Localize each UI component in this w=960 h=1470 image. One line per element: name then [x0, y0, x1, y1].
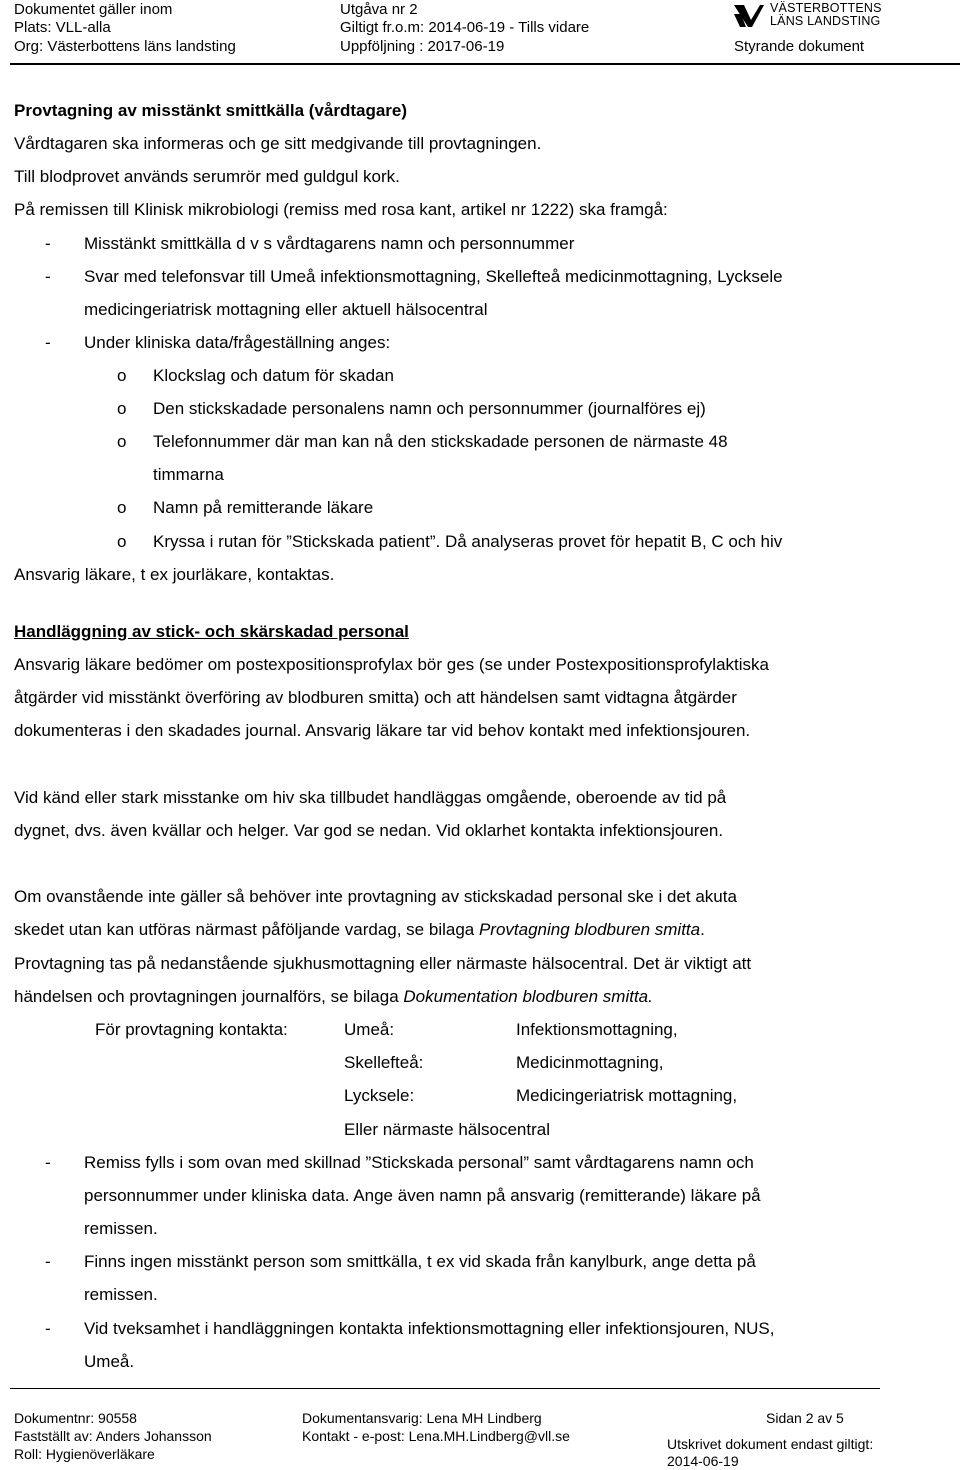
- contact-unit: Medicinmottagning,: [516, 1053, 664, 1072]
- text-run: händelsen och provtagningen journalförs, se bilaga: [14, 987, 404, 1006]
- footer-doc-number: Dokumentnr: 90558: [14, 1410, 137, 1426]
- header-followup: Uppföljning : 2017-06-19: [340, 38, 505, 55]
- contact-other: Eller närmaste hälsocentral: [344, 1120, 550, 1139]
- contact-place: Umeå:: [344, 1020, 395, 1039]
- list-item: Vid tveksamhet i handläggningen kontakta infektionsmottagning eller infektionsjouren, NUS,: [84, 1319, 775, 1338]
- vll-logo-icon: [732, 2, 766, 30]
- section-title-handling: Handläggning av stick- och skärskadad personal: [14, 622, 409, 641]
- sub-list-item-cont: timmarna: [153, 465, 224, 484]
- paragraph: dygnet, dvs. även kvällar och helger. Var god se nedan. Vid oklarhet kontakta infektionsjouren.: [14, 821, 724, 840]
- list-item: Under kliniska data/frågeställning anges:: [84, 333, 391, 352]
- paragraph: På remissen till Klinisk mikrobiologi (remiss med rosa kant, artikel nr 1222) ska framgå:: [14, 200, 668, 219]
- header-edition: Utgåva nr 2: [340, 1, 418, 18]
- dash-marker: -: [45, 333, 51, 352]
- attachment-reference: Provtagning blodburen smitta: [478, 920, 701, 939]
- logo-wordmark: [770, 2, 882, 28]
- dash-marker: -: [45, 1153, 51, 1172]
- footer-role: Roll: Hygienöverläkare: [14, 1446, 155, 1462]
- contact-unit: Medicingeriatrisk mottagning,: [516, 1086, 738, 1105]
- paragraph: [14, 987, 653, 1007]
- list-item: Finns ingen misstänkt person som smittkälla, t ex vid skada från kanylburk, ange detta på: [84, 1252, 756, 1271]
- sub-list-item: Kryssa i rutan för ”Stickskada patient”. Då analyseras provet för hepatit B, C och hiv: [153, 532, 783, 551]
- list-item-cont: Umeå.: [84, 1352, 135, 1371]
- paragraph: Vårdtagaren ska informeras och ge sitt medgivande till provtagningen.: [14, 134, 542, 153]
- text-run: .: [700, 920, 705, 939]
- sub-list-item: Klockslag och datum för skadan: [153, 366, 394, 385]
- header-place: Plats: VLL-alla: [14, 19, 111, 36]
- paragraph: Ansvarig läkare, t ex jourläkare, kontaktas.: [14, 565, 335, 584]
- footer-divider: [10, 1388, 880, 1389]
- header-divider: [10, 63, 960, 65]
- paragraph: Till blodprovet används serumrör med guldgul kork.: [14, 167, 400, 186]
- logo-line-1: VÄSTERBOTTENS: [770, 1, 882, 15]
- bullet-marker: o: [117, 399, 127, 418]
- bullet-marker: o: [117, 532, 127, 551]
- footer-responsible: Dokumentansvarig: Lena MH Lindberg: [302, 1410, 542, 1426]
- bullet-marker: o: [117, 498, 127, 517]
- header-scope: Dokumentet gäller inom: [14, 1, 173, 18]
- sub-list-item: Namn på remitterande läkare: [153, 498, 374, 517]
- text-run: skedet utan kan utföras närmast påföljande vardag, se bilaga: [14, 920, 479, 939]
- header-doc-type: Styrande dokument: [734, 38, 865, 55]
- contact-place: Lycksele:: [344, 1086, 415, 1105]
- paragraph: dokumenteras i den skadades journal. Ansvarig läkare tar vid behov kontakt med infektionsjouren.: [14, 721, 751, 740]
- sub-list-item: Den stickskadade personalens namn och personnummer (journalföres ej): [153, 399, 706, 418]
- list-item-cont: personnummer under kliniska data. Ange även namn på ansvarig (remitterande) läkare på: [84, 1186, 761, 1205]
- paragraph: åtgärder vid misstänkt överföring av blodburen smitta) och att händelsen samt vidtagna åtgärder: [14, 688, 737, 707]
- dash-marker: -: [45, 1319, 51, 1338]
- footer-print-date: 2014-06-19: [667, 1453, 739, 1469]
- list-item: Remiss fylls i som ovan med skillnad ”Stickskada personal” samt vårdtagarens namn och: [84, 1153, 754, 1172]
- contact-unit: Infektionsmottagning,: [516, 1020, 678, 1039]
- paragraph: [14, 920, 705, 940]
- header-validity: Giltigt fr.o.m: 2014-06-19 - Tills vidare: [340, 19, 590, 36]
- dash-marker: -: [45, 267, 51, 286]
- contact-place: Skellefteå:: [344, 1053, 424, 1072]
- footer-approved-by: Fastställt av: Anders Johansson: [14, 1428, 212, 1444]
- vll-logo: [732, 2, 892, 32]
- footer-print-validity: Utskrivet dokument endast giltigt:: [667, 1436, 874, 1452]
- section-title-source: Provtagning av misstänkt smittkälla (vårdtagare): [14, 101, 408, 120]
- bullet-marker: o: [117, 366, 127, 385]
- list-item: Svar med telefonsvar till Umeå infektionsmottagning, Skellefteå medicinmottagning, Lycksele: [84, 267, 783, 286]
- list-item-cont: remissen.: [84, 1285, 158, 1304]
- dash-marker: -: [45, 234, 51, 253]
- page-header: [0, 0, 960, 66]
- footer-contact: Kontakt - e-post: Lena.MH.Lindberg@vll.se: [302, 1428, 570, 1444]
- footer-page-number: Sidan 2 av 5: [766, 1410, 844, 1426]
- paragraph: Om ovanstående inte gäller så behöver inte provtagning av stickskadad personal ske i det akuta: [14, 887, 737, 906]
- logo-line-2: LÄNS LANDSTING: [770, 14, 881, 28]
- list-item: Misstänkt smittkälla d v s vårdtagarens namn och personnummer: [84, 234, 575, 253]
- paragraph: Ansvarig läkare bedömer om postexpositionsprofylax bör ges (se under Postexpositionsprofylaktiska: [14, 655, 769, 674]
- attachment-reference: Dokumentation blodburen smitta.: [403, 987, 653, 1006]
- bullet-marker: o: [117, 432, 127, 451]
- header-org: Org: Västerbottens läns landsting: [14, 38, 236, 55]
- list-item-cont: remissen.: [84, 1219, 158, 1238]
- contact-label: För provtagning kontakta:: [95, 1020, 288, 1039]
- list-item-cont: medicingeriatrisk mottagning eller aktuell hälsocentral: [84, 300, 488, 319]
- paragraph: Provtagning tas på nedanstående sjukhusmottagning eller närmaste hälsocentral. Det är viktigt att: [14, 954, 752, 973]
- sub-list-item: Telefonnummer där man kan nå den stickskadade personen de närmaste 48: [153, 432, 728, 451]
- paragraph: Vid känd eller stark misstanke om hiv ska tillbudet handläggas omgående, oberoende av tid på: [14, 788, 727, 807]
- dash-marker: -: [45, 1252, 51, 1271]
